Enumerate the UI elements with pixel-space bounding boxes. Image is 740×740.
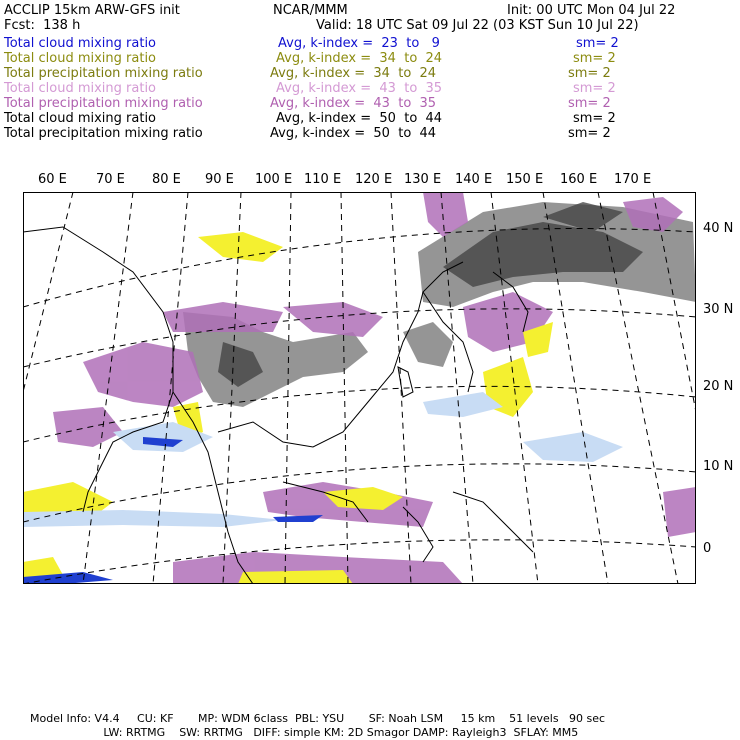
field-sm: sm= 2 bbox=[573, 81, 616, 96]
field-name: Total precipitation mixing ratio bbox=[4, 66, 203, 81]
field-sm: sm= 2 bbox=[568, 126, 611, 141]
field-name: Total precipitation mixing ratio bbox=[4, 126, 203, 141]
model-info-line2: LW: RRTMG SW: RRTMG DIFF: simple KM: 2D Smagor DAMP: Rayleigh3 SFLAY: MM5 bbox=[30, 726, 579, 739]
lon-label: 110 E bbox=[304, 172, 342, 187]
lon-label: 140 E bbox=[455, 172, 493, 187]
lon-label: 80 E bbox=[152, 172, 181, 187]
lon-label: 150 E bbox=[506, 172, 544, 187]
field-avg: Avg, k-index = 23 to 9 bbox=[278, 36, 440, 51]
forecast-hour: Fcst: 138 h bbox=[4, 18, 81, 33]
lat-label: 20 N bbox=[703, 379, 734, 394]
field-sm: sm= 2 bbox=[568, 96, 611, 111]
lat-label: 10 N bbox=[703, 459, 734, 474]
lat-label: 40 N bbox=[703, 221, 734, 236]
field-name: Total cloud mixing ratio bbox=[4, 51, 157, 66]
lon-label: 160 E bbox=[560, 172, 598, 187]
org-label: NCAR/MMM bbox=[273, 3, 348, 18]
forecast-map bbox=[23, 192, 696, 584]
lon-label: 100 E bbox=[255, 172, 293, 187]
model-info-line1: Model Info: V4.4 CU: KF MP: WDM 6class PBL: YSU SF: Noah LSM 15 km 51 levels 90 sec bbox=[30, 712, 606, 725]
field-avg: Avg, k-index = 43 to 35 bbox=[270, 96, 437, 111]
field-avg: Avg, k-index = 34 to 24 bbox=[276, 51, 443, 66]
lon-label: 130 E bbox=[404, 172, 442, 187]
field-sm: sm= 2 bbox=[568, 66, 611, 81]
model-title: ACCLIP 15km ARW-GFS init bbox=[4, 3, 180, 18]
valid-time: Valid: 18 UTC Sat 09 Jul 22 (03 KST Sun 10 Jul 22) bbox=[316, 18, 639, 33]
field-avg: Avg, k-index = 50 to 44 bbox=[276, 111, 443, 126]
field-sm: sm= 2 bbox=[576, 36, 619, 51]
field-name: Total cloud mixing ratio bbox=[4, 111, 157, 126]
lon-label: 60 E bbox=[38, 172, 67, 187]
field-name: Total cloud mixing ratio bbox=[4, 36, 157, 51]
lat-label: 30 N bbox=[703, 302, 734, 317]
lon-label: 90 E bbox=[205, 172, 234, 187]
lon-label: 70 E bbox=[96, 172, 125, 187]
field-name: Total precipitation mixing ratio bbox=[4, 96, 203, 111]
lat-label: 0 bbox=[703, 541, 712, 556]
lon-label: 170 E bbox=[614, 172, 652, 187]
field-sm: sm= 2 bbox=[573, 111, 616, 126]
init-time: Init: 00 UTC Mon 04 Jul 22 bbox=[507, 3, 676, 18]
field-avg: Avg, k-index = 50 to 44 bbox=[270, 126, 437, 141]
field-avg: Avg, k-index = 43 to 35 bbox=[276, 81, 443, 96]
field-name: Total cloud mixing ratio bbox=[4, 81, 157, 96]
field-sm: sm= 2 bbox=[573, 51, 616, 66]
lon-label: 120 E bbox=[355, 172, 393, 187]
field-avg: Avg, k-index = 34 to 24 bbox=[270, 66, 437, 81]
